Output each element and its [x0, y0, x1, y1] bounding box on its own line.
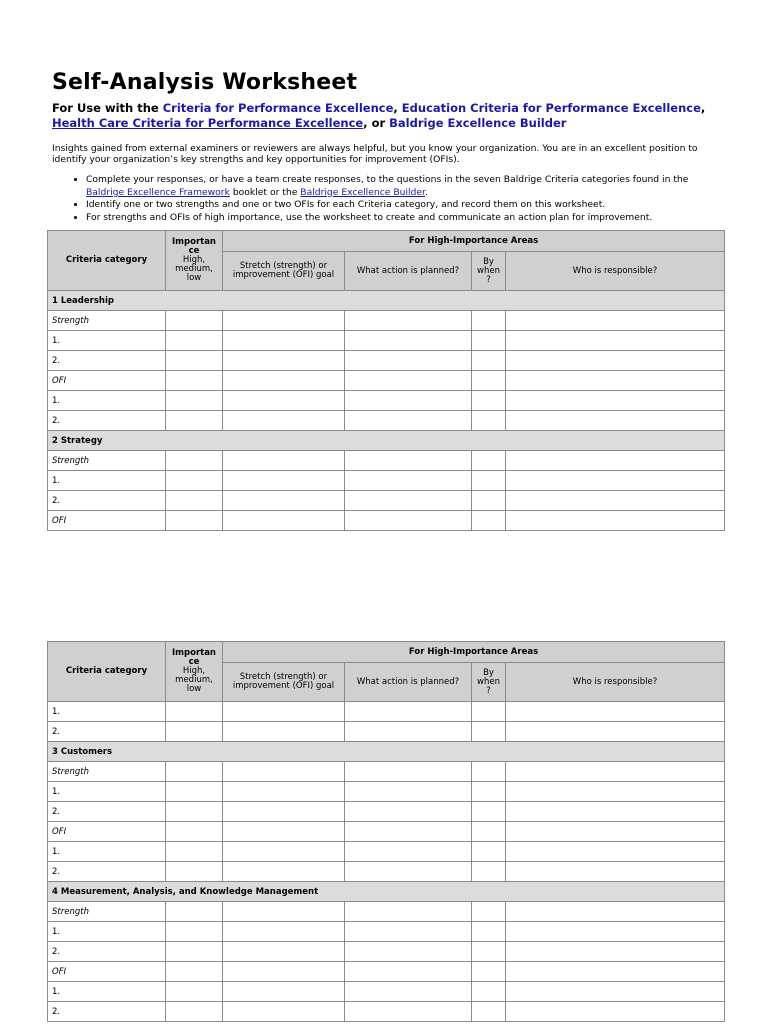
- table-cell[interactable]: [506, 982, 725, 1002]
- table-cell[interactable]: [223, 942, 345, 962]
- table-cell[interactable]: [223, 982, 345, 1002]
- action-header: What action is planned?: [345, 663, 472, 702]
- table-cell[interactable]: [223, 922, 345, 942]
- table-cell[interactable]: [472, 391, 506, 411]
- table-cell[interactable]: [472, 962, 506, 982]
- row-label: 1.: [48, 982, 166, 1002]
- table-cell[interactable]: [506, 862, 725, 882]
- row-label: 2.: [48, 942, 166, 962]
- table-cell[interactable]: [223, 802, 345, 822]
- table-cell[interactable]: [472, 471, 506, 491]
- table-row: [48, 702, 725, 722]
- table-cell[interactable]: [166, 802, 223, 822]
- table-cell[interactable]: [223, 962, 345, 982]
- table-cell[interactable]: [166, 511, 223, 531]
- row-label: Strength: [48, 902, 166, 922]
- table-cell[interactable]: [166, 902, 223, 922]
- category-label: 3 Customers: [48, 742, 725, 762]
- table-cell[interactable]: [345, 822, 472, 842]
- subtitle-separator: ,: [393, 101, 402, 115]
- table-cell[interactable]: [506, 782, 725, 802]
- bullet-text: .: [424, 186, 428, 198]
- table-cell[interactable]: [345, 351, 472, 371]
- table-row: [48, 962, 725, 982]
- subtitle-separator: ,: [700, 101, 706, 115]
- table-cell[interactable]: [472, 762, 506, 782]
- table-cell[interactable]: [345, 962, 472, 982]
- row-label: 1.: [48, 842, 166, 862]
- table-cell[interactable]: [223, 762, 345, 782]
- table-cell[interactable]: [223, 371, 345, 391]
- table-cell[interactable]: [345, 702, 472, 722]
- table-cell[interactable]: [166, 371, 223, 391]
- excellence-builder-link[interactable]: Baldrige Excellence Builder: [389, 116, 567, 130]
- table-row: [48, 722, 725, 742]
- table-cell[interactable]: [166, 391, 223, 411]
- table-cell[interactable]: [472, 722, 506, 742]
- table-cell[interactable]: [345, 331, 472, 351]
- intro-paragraph: Insights gained from external examiners or reviewers are always helpful, but you know your organization. You are in an excellent position to identify your organization’s key strengths and key opportunities for improvement (OFIs).: [52, 143, 698, 165]
- by-when-header: By when ?: [472, 252, 506, 291]
- table-row: [48, 762, 725, 782]
- table-cell[interactable]: [223, 902, 345, 922]
- table-cell[interactable]: [166, 982, 223, 1002]
- table-cell[interactable]: [506, 802, 725, 822]
- table-cell[interactable]: [223, 862, 345, 882]
- table-row: [48, 511, 725, 531]
- table-cell[interactable]: [345, 802, 472, 822]
- bullet-text: Complete your responses, or have a team create responses, to the questions in the seven Baldrige Criteria categories found in the: [86, 174, 689, 186]
- table-cell[interactable]: [472, 1002, 506, 1022]
- table-cell[interactable]: [345, 311, 472, 331]
- table-cell[interactable]: [223, 451, 345, 471]
- table-cell[interactable]: [166, 311, 223, 331]
- table-row: [48, 1002, 725, 1022]
- table-row: [48, 942, 725, 962]
- table-cell[interactable]: [223, 702, 345, 722]
- row-label: 2.: [48, 722, 166, 742]
- table-row: [48, 331, 725, 351]
- table-cell[interactable]: [506, 822, 725, 842]
- table-cell[interactable]: [472, 491, 506, 511]
- table-cell[interactable]: [166, 962, 223, 982]
- table-cell[interactable]: [166, 491, 223, 511]
- table-cell[interactable]: [223, 391, 345, 411]
- criteria-category-header: Criteria category: [48, 231, 166, 291]
- category-label: 4 Measurement, Analysis, and Knowledge Management: [48, 882, 725, 902]
- table-cell[interactable]: [223, 1002, 345, 1022]
- row-label: 1.: [48, 331, 166, 351]
- table-cell[interactable]: [166, 471, 223, 491]
- subtitle-separator: , or: [363, 116, 390, 130]
- table-cell[interactable]: [345, 1002, 472, 1022]
- table-cell[interactable]: [345, 982, 472, 1002]
- table-cell[interactable]: [345, 511, 472, 531]
- table-cell[interactable]: [506, 722, 725, 742]
- table-cell[interactable]: [345, 902, 472, 922]
- table-cell[interactable]: [223, 822, 345, 842]
- table-cell[interactable]: [506, 762, 725, 782]
- category-row: [48, 742, 725, 762]
- row-label: Strength: [48, 311, 166, 331]
- table-cell[interactable]: [472, 802, 506, 822]
- list-item: [86, 174, 727, 199]
- table-cell[interactable]: [506, 411, 725, 431]
- table-cell[interactable]: [166, 1002, 223, 1022]
- table-cell[interactable]: [472, 451, 506, 471]
- table-cell[interactable]: [506, 702, 725, 722]
- table-cell[interactable]: [166, 451, 223, 471]
- education-criteria-link[interactable]: Education Criteria for Performance Excellence: [401, 101, 701, 115]
- table-cell[interactable]: [345, 451, 472, 471]
- table-cell[interactable]: [345, 782, 472, 802]
- by-when-header: By when ?: [472, 663, 506, 702]
- table-cell[interactable]: [223, 351, 345, 371]
- importance-title: Importan ce: [172, 237, 216, 256]
- table-cell[interactable]: [472, 371, 506, 391]
- goal-header: Stretch (strength) or improvement (OFI) goal: [223, 252, 345, 291]
- table-cell[interactable]: [166, 822, 223, 842]
- responsible-header: Who is responsible?: [506, 252, 725, 291]
- table-cell[interactable]: [223, 782, 345, 802]
- table-cell[interactable]: [472, 902, 506, 922]
- row-label: OFI: [48, 962, 166, 982]
- table-cell[interactable]: [166, 351, 223, 371]
- table-cell[interactable]: [223, 331, 345, 351]
- high-importance-header: For High-Importance Areas: [223, 231, 725, 252]
- row-label: 2.: [48, 1002, 166, 1022]
- table-cell[interactable]: [472, 782, 506, 802]
- table-cell[interactable]: [506, 842, 725, 862]
- worksheet-table-1: [47, 230, 725, 531]
- row-label: 1.: [48, 702, 166, 722]
- framework-link[interactable]: Baldrige Excellence Framework: [86, 186, 230, 198]
- table-cell[interactable]: [166, 702, 223, 722]
- table-cell[interactable]: [472, 942, 506, 962]
- table-row: [48, 471, 725, 491]
- table-header-row: [48, 642, 725, 663]
- table-cell[interactable]: [472, 311, 506, 331]
- table-row: [48, 902, 725, 922]
- table-cell[interactable]: [472, 511, 506, 531]
- category-row: [48, 431, 725, 451]
- table-cell[interactable]: [345, 762, 472, 782]
- table-row: [48, 822, 725, 842]
- table-cell[interactable]: [166, 922, 223, 942]
- table-cell[interactable]: [472, 351, 506, 371]
- category-row: [48, 291, 725, 311]
- table-cell[interactable]: [506, 511, 725, 531]
- table-cell[interactable]: [472, 822, 506, 842]
- row-label: 2.: [48, 802, 166, 822]
- row-label: 2.: [48, 411, 166, 431]
- row-label: 2.: [48, 862, 166, 882]
- table-cell[interactable]: [506, 391, 725, 411]
- importance-scale: High, medium, low: [175, 255, 213, 283]
- table-cell[interactable]: [506, 371, 725, 391]
- health-care-criteria-link[interactable]: Health Care Criteria for Performance Excellence: [52, 116, 364, 130]
- table-cell[interactable]: [472, 982, 506, 1002]
- table-cell[interactable]: [223, 511, 345, 531]
- table-cell[interactable]: [166, 722, 223, 742]
- table-row: [48, 351, 725, 371]
- table-cell[interactable]: [345, 411, 472, 431]
- table-cell[interactable]: [166, 942, 223, 962]
- row-label: OFI: [48, 822, 166, 842]
- table-header-row: [48, 231, 725, 252]
- table-row: [48, 491, 725, 511]
- table-cell[interactable]: [345, 722, 472, 742]
- table-cell[interactable]: [166, 411, 223, 431]
- list-item: • For strengths and OFIs of high importance, use the worksheet to create and communicate an action plan for improvement.: [86, 212, 727, 225]
- table-cell[interactable]: [506, 902, 725, 922]
- subtitle-prefix: For Use with the: [52, 101, 163, 115]
- table-cell[interactable]: [506, 471, 725, 491]
- table-cell[interactable]: [166, 862, 223, 882]
- table-cell[interactable]: [506, 451, 725, 471]
- instructions-list: [52, 174, 727, 224]
- table-row: [48, 311, 725, 331]
- subtitle: [52, 101, 727, 131]
- table-cell[interactable]: [166, 331, 223, 351]
- high-importance-header: For High-Importance Areas: [223, 642, 725, 663]
- table-cell[interactable]: [345, 391, 472, 411]
- table-cell[interactable]: [506, 922, 725, 942]
- table-row: [48, 371, 725, 391]
- list-item: • Identify one or two strengths and one or two OFIs for each Criteria category, and record them on this worksheet.: [86, 199, 727, 212]
- worksheet-table-2: [47, 641, 725, 1022]
- table-row: [48, 842, 725, 862]
- category-row: [48, 882, 725, 902]
- category-label: 1 Leadership: [48, 291, 725, 311]
- table-cell[interactable]: [345, 922, 472, 942]
- table-cell[interactable]: [472, 922, 506, 942]
- table-cell[interactable]: [223, 411, 345, 431]
- table-cell[interactable]: [223, 491, 345, 511]
- row-label: Strength: [48, 762, 166, 782]
- document-page: [52, 70, 727, 224]
- table-cell[interactable]: [506, 962, 725, 982]
- builder-link[interactable]: Baldrige Excellence Builder: [300, 186, 425, 198]
- table-row: [48, 862, 725, 882]
- row-label: 2.: [48, 491, 166, 511]
- table-row: [48, 391, 725, 411]
- row-label: 1.: [48, 391, 166, 411]
- importance-scale: High, medium, low: [175, 666, 213, 694]
- table-cell[interactable]: [472, 842, 506, 862]
- row-label: 1.: [48, 782, 166, 802]
- table-cell[interactable]: [223, 471, 345, 491]
- row-label: 1.: [48, 922, 166, 942]
- table-cell[interactable]: [472, 702, 506, 722]
- table-row: [48, 782, 725, 802]
- table-cell[interactable]: [345, 491, 472, 511]
- table-row: [48, 922, 725, 942]
- table-cell[interactable]: [506, 351, 725, 371]
- table-cell[interactable]: [166, 782, 223, 802]
- category-label: 2 Strategy: [48, 431, 725, 451]
- table-cell[interactable]: [345, 862, 472, 882]
- table-cell[interactable]: [345, 371, 472, 391]
- table-cell[interactable]: [506, 491, 725, 511]
- row-label: 1.: [48, 471, 166, 491]
- table-cell[interactable]: [506, 1002, 725, 1022]
- table-cell[interactable]: [506, 311, 725, 331]
- criteria-category-header: Criteria category: [48, 642, 166, 702]
- table-row: [48, 802, 725, 822]
- importance-header: [166, 231, 223, 291]
- table-row: [48, 982, 725, 1002]
- importance-title: Importan ce: [172, 648, 216, 667]
- row-label: OFI: [48, 371, 166, 391]
- table-cell[interactable]: [166, 842, 223, 862]
- table-cell[interactable]: [345, 471, 472, 491]
- table-cell[interactable]: [472, 331, 506, 351]
- table-cell[interactable]: [506, 942, 725, 962]
- action-header: What action is planned?: [345, 252, 472, 291]
- table-cell[interactable]: [345, 842, 472, 862]
- bullet-text: booklet or the: [229, 186, 301, 198]
- table-cell[interactable]: [345, 942, 472, 962]
- table-cell[interactable]: [223, 311, 345, 331]
- table-row: [48, 411, 725, 431]
- table-row: [48, 451, 725, 471]
- responsible-header: Who is responsible?: [506, 663, 725, 702]
- row-label: OFI: [48, 511, 166, 531]
- goal-header: Stretch (strength) or improvement (OFI) goal: [223, 663, 345, 702]
- table-cell[interactable]: [472, 862, 506, 882]
- row-label: Strength: [48, 451, 166, 471]
- table-cell[interactable]: [506, 331, 725, 351]
- table-cell[interactable]: [472, 411, 506, 431]
- page-title: Self-Analysis Worksheet: [52, 70, 358, 95]
- importance-header: [166, 642, 223, 702]
- criteria-link[interactable]: Criteria for Performance Excellence: [162, 101, 394, 115]
- table-cell[interactable]: [223, 842, 345, 862]
- row-label: 2.: [48, 351, 166, 371]
- table-cell[interactable]: [223, 722, 345, 742]
- table-cell[interactable]: [166, 762, 223, 782]
